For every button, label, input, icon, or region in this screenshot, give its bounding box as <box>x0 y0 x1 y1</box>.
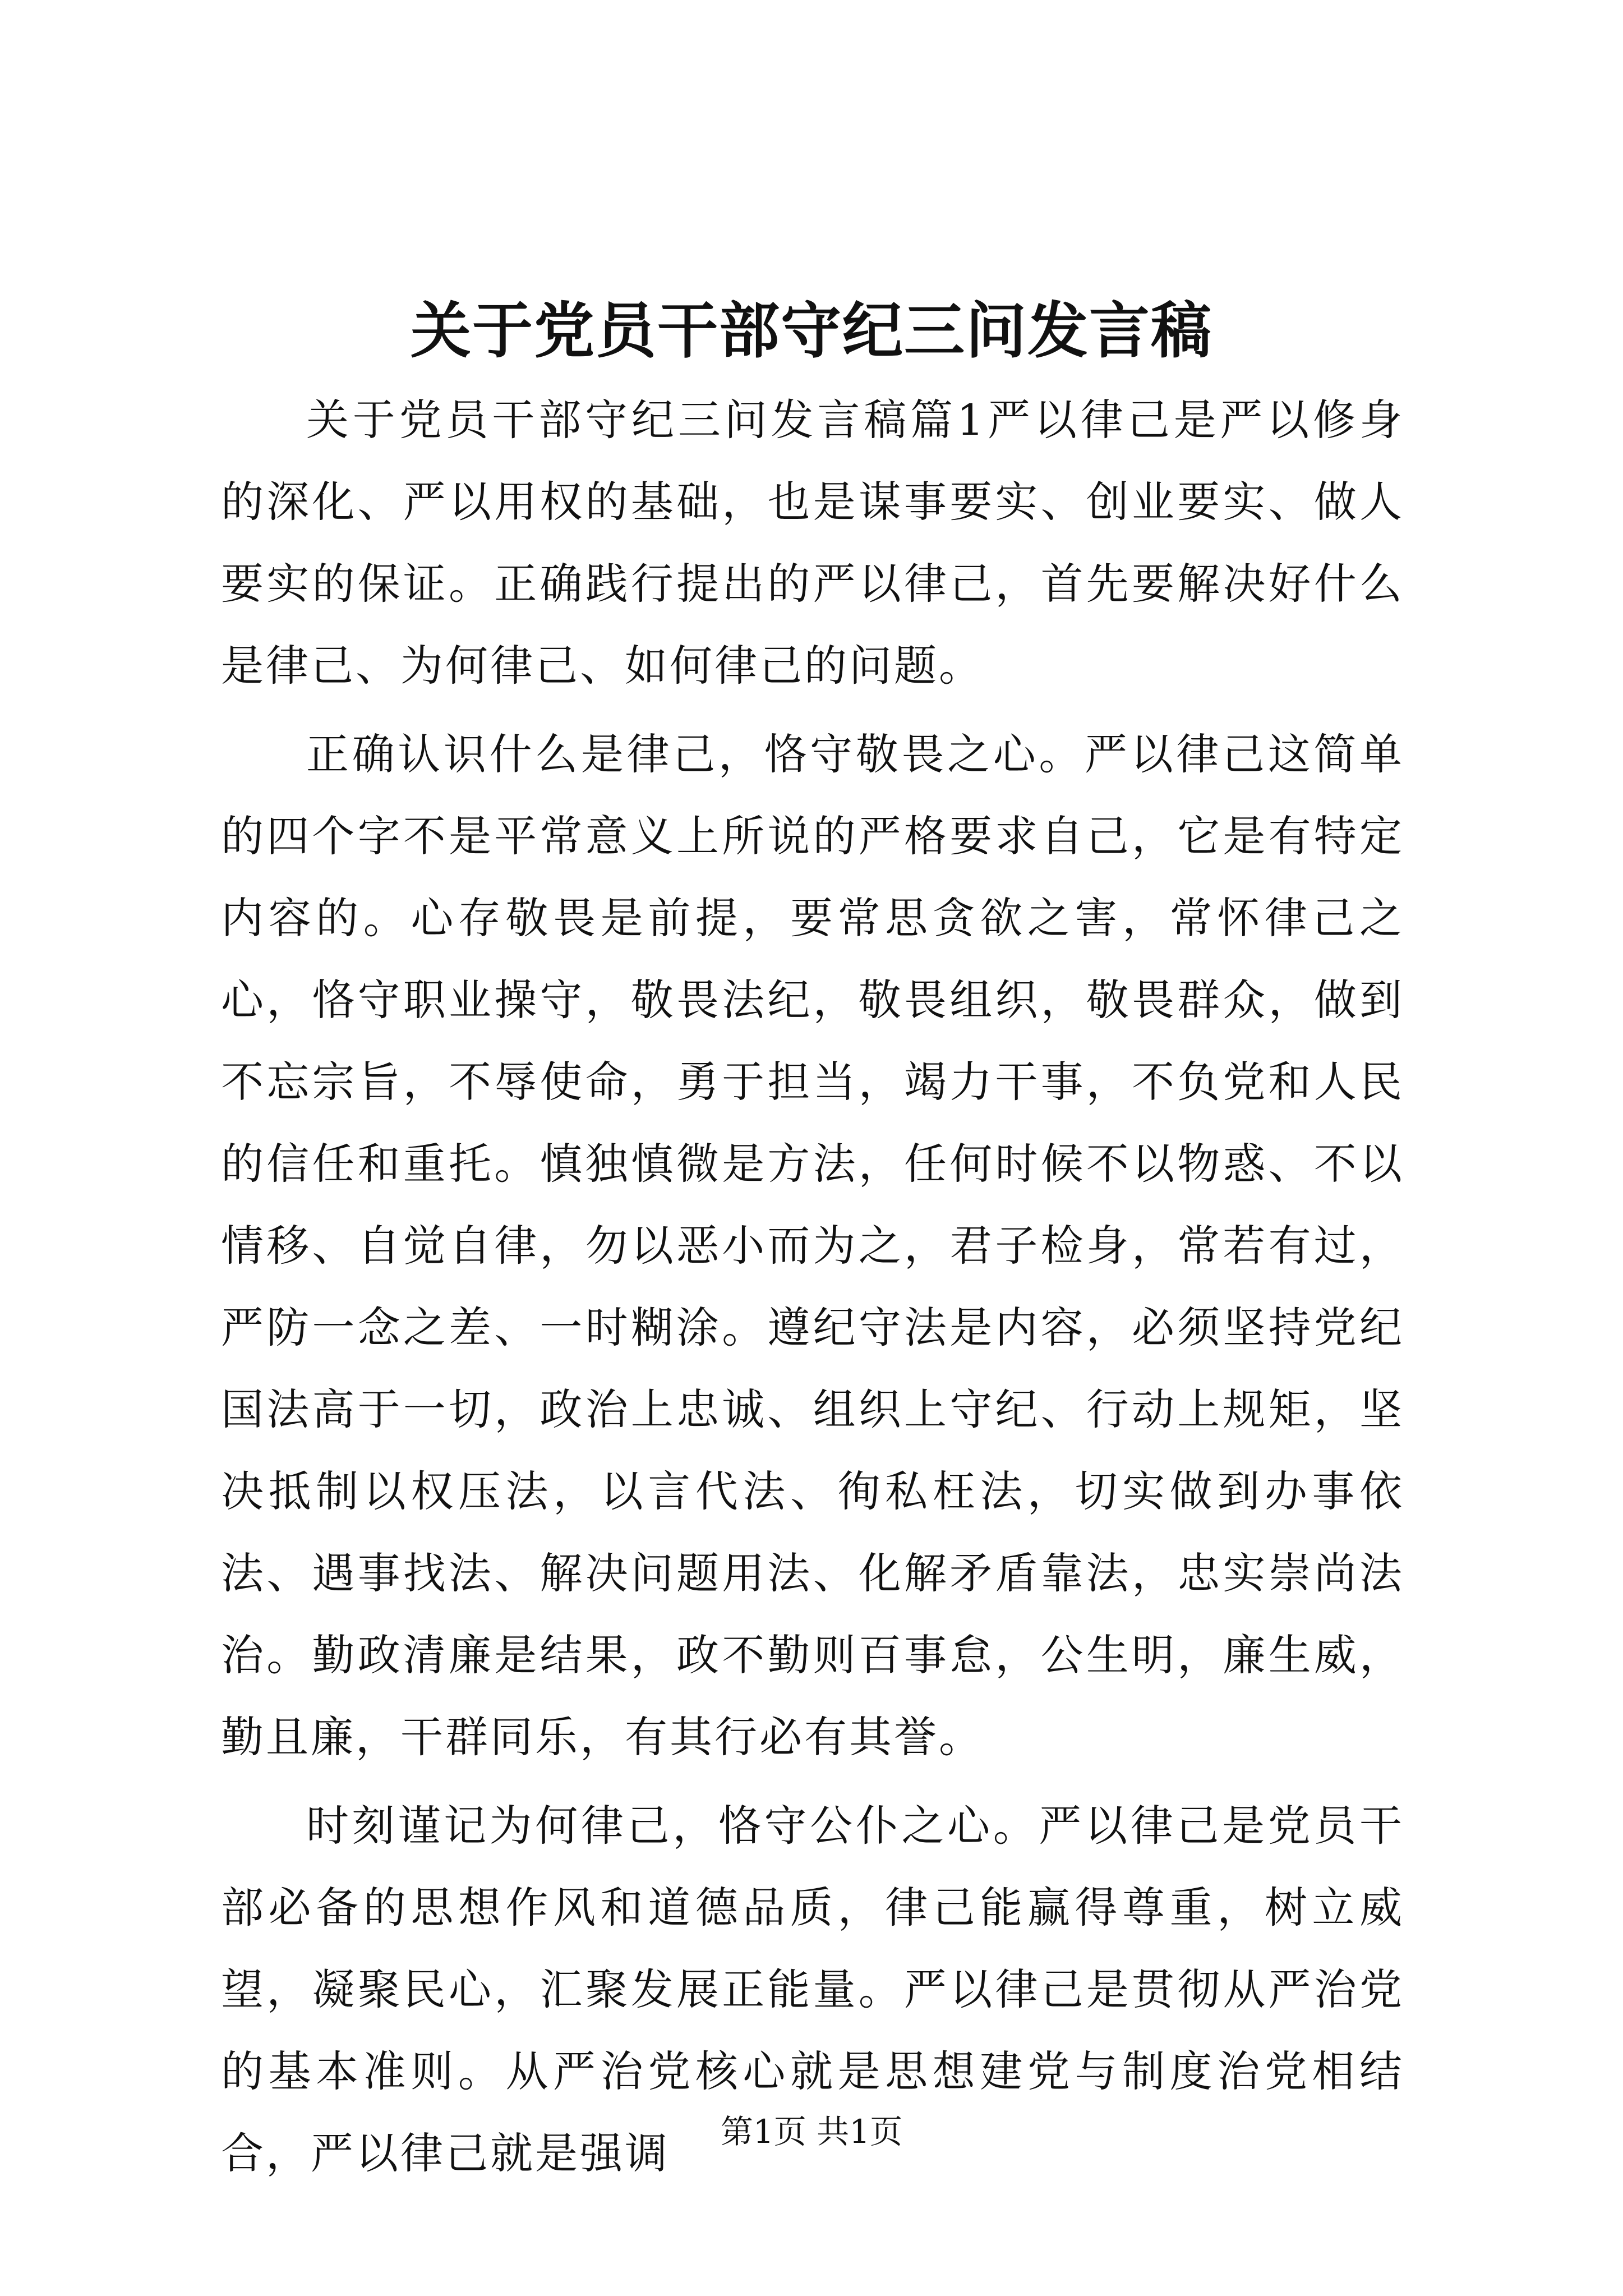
paragraph-2: 正确认识什么是律己，恪守敬畏之心。严以律己这简单的四个字不是平常意义上所说的严格要求自己，它是有特定内容的。心存敬畏是前提，要常思贪欲之害，常怀律己之心，恪守职业操守，敬畏法纪，敬畏组织，敬畏群众，做到不忘宗旨，不辱使命，勇于担当，竭力干事，不负党和人民的信任和重托。慎独慎微是方法，任何时候不以物惑、不以情移、自觉自律，勿以恶小而为之，君子检身，常若有过，严防一念之差、一时糊涂。遵纪守法是内容，必须坚持党纪国法高于一切，政治上忠诚、组织上守纪、行动上规矩，坚决抵制以权压法，以言代法、徇私枉法，切实做到办事依法、遇事找法、解决问题用法、化解矛盾靠法，忠实崇尚法治。勤政清廉是结果，政不勤则百事怠，公生明，廉生威，勤且廉，干群同乐，有其行必有其誉。 <box>221 729 1404 1762</box>
page-number-footer: 第1页 共1页 <box>720 2113 903 2151</box>
paragraph-3: 时刻谨记为何律己，恪守公仆之心。严以律己是党员干部必备的思想作风和道德品质，律己能赢得尊重，树立威望，凝聚民心，汇聚发展正能量。严以律己是贯彻从严治党的基本准则。从严治党核心就是思想建党与制度治党相结合，严以律己就是强调 <box>221 1801 1404 2178</box>
document-title: 关于党员干部守纪三问发言稿 <box>410 296 1212 366</box>
document-body <box>221 379 1404 2194</box>
paragraph-1: 关于党员干部守纪三问发言稿篇1严以律己是严以修身的深化、严以用权的基础，也是谋事要实、创业要实、做人要实的保证。正确践行提出的严以律己，首先要解决好什么是律己、为何律己、如何律己的问题。 <box>221 395 1404 691</box>
